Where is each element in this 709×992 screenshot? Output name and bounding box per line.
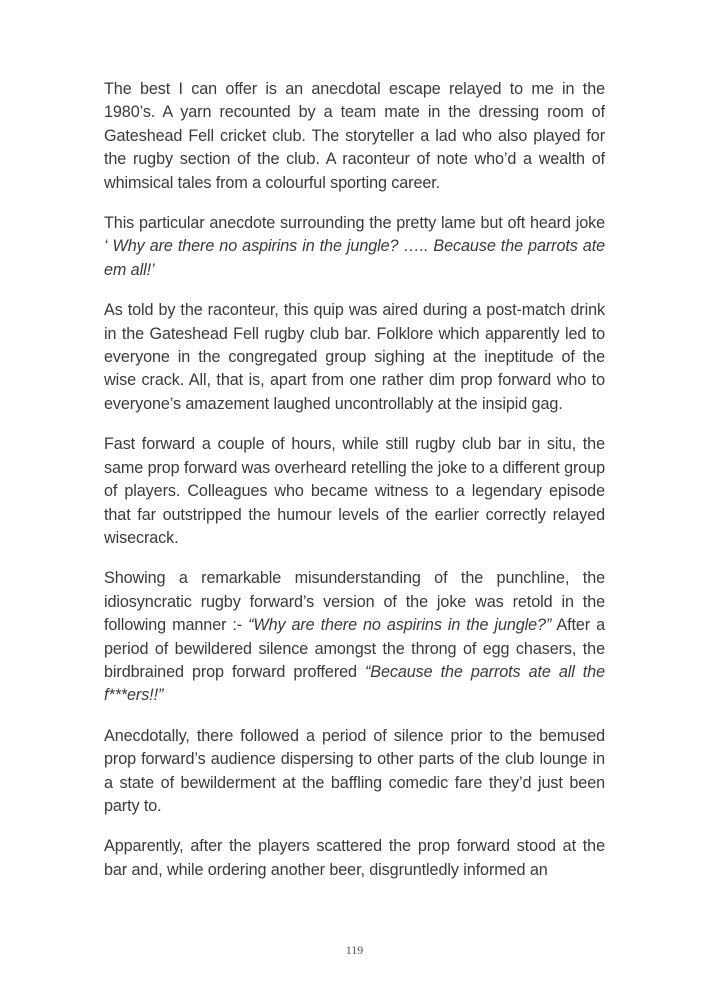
paragraph-text: The best I can offer is an anecdotal escape relayed to me in the 1980’s. A yarn recounted by a team mate in the dressing room of Gateshead Fell cricket club. The storyteller a lad who also played for the rugby section of the club. A raconteur of note who’d a wealth of whimsical tales from a colourful sporting career. <box>104 80 605 192</box>
page-body <box>104 78 605 899</box>
paragraph-2 <box>104 212 605 282</box>
paragraph-text: As told by the raconteur, this quip was aired during a post-match drink in the Gateshead Fell rugby club bar. Folklore which apparently led to everyone in the congregated group sighing at the ineptitude of the wise crack. All, that is, apart from one rather dim prop forward who to everyone’s amazement laughed uncontrollably at the insipid gag. <box>104 301 605 413</box>
paragraph-text: Fast forward a couple of hours, while still rugby club bar in situ, the same prop forward was overheard retelling the joke to a different group of players. Colleagues who became witness to a legendary episode that far outstripped the humour levels of the earlier correctly relayed wisecrack. <box>104 435 605 547</box>
italic-punchline: “Because the parrots ate all the f***ers!!” <box>104 662 605 705</box>
paragraph-text: This particular anecdote surrounding the pretty lame but oft heard joke <box>104 214 605 233</box>
paragraph-7 <box>104 835 605 882</box>
italic-quote: “Why are there no aspirins in the jungle?” <box>248 616 552 635</box>
paragraph-text: Anecdotally, there followed a period of silence prior to the bemused prop forward’s audience dispersing to other parts of the club lounge in a state of bewilderment at the baffling comedic fare they’d just been party to. <box>104 726 605 815</box>
paragraph-text: Showing a remarkable misunderstanding of the punchline, the idiosyncratic rugby forward’s version of the joke was retold in the following manner :- <box>104 569 605 635</box>
paragraph-text: Apparently, after the players scattered the prop forward stood at the bar and, while ordering another beer, disgruntledly informed an <box>104 837 605 879</box>
italic-joke: ‘ Why are there no aspirins in the jungle? ….. Because the parrots ate em all!’ <box>104 237 605 279</box>
paragraph-5 <box>104 567 605 707</box>
page-number: 119 <box>345 943 364 957</box>
paragraph-6 <box>104 725 605 819</box>
paragraph-1 <box>104 78 605 195</box>
paragraph-4 <box>104 433 605 550</box>
paragraph-text: After a period of bewildered silence amongst the throng of egg chasers, the birdbrained prop forward proffered <box>104 616 605 681</box>
paragraph-3 <box>104 299 605 416</box>
